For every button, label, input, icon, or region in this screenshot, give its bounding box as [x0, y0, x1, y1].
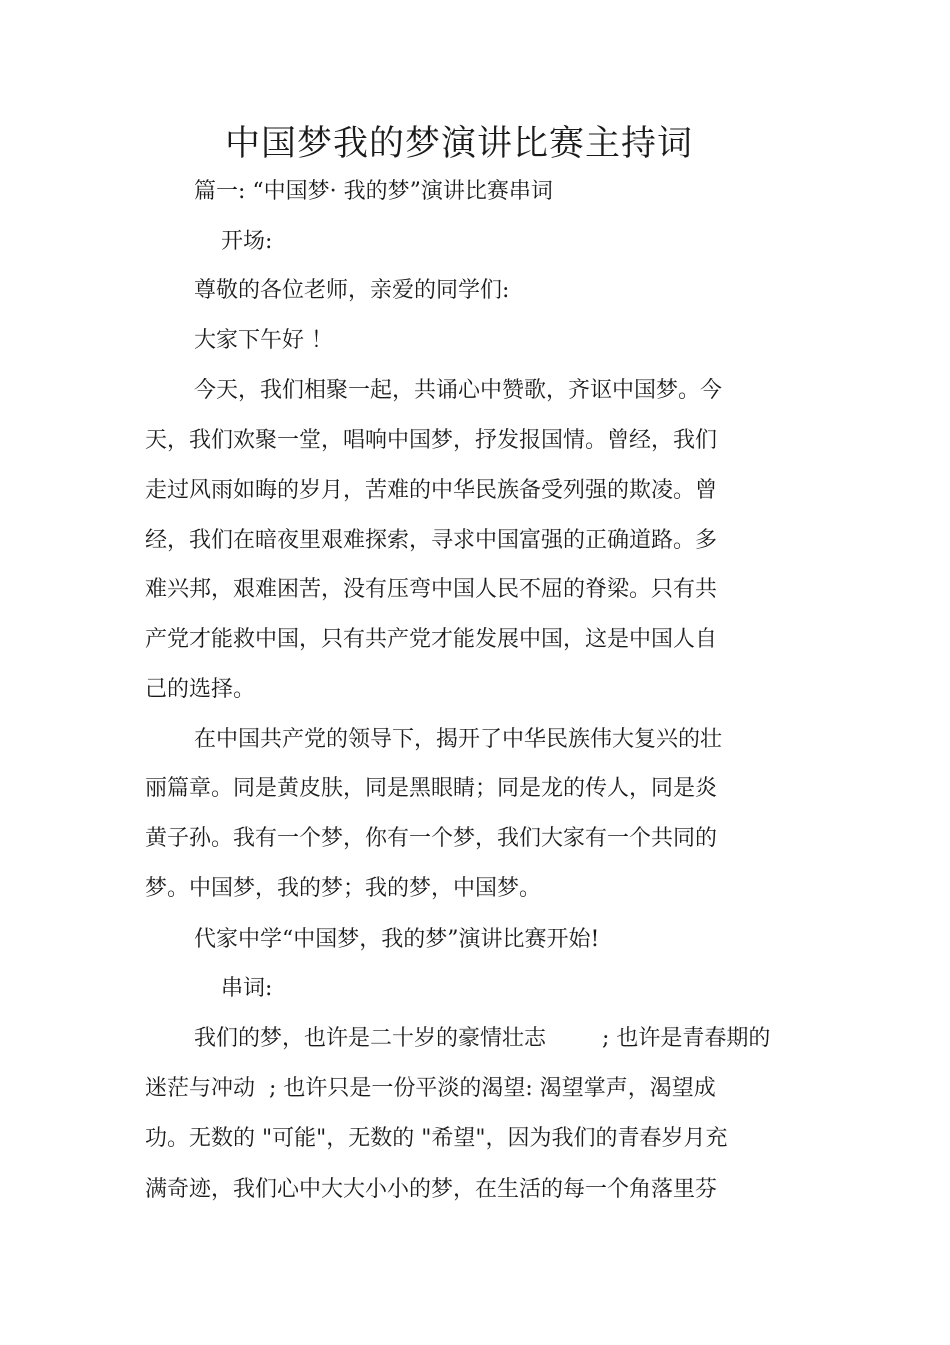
text-line: 大家下午好 ！	[194, 328, 333, 353]
text-line: 梦。中国梦，我的梦；我的梦，中国梦。	[145, 876, 542, 901]
text-line: 产党才能救中国，只有共产党才能发展中国，这是中国人自	[145, 627, 718, 652]
text-line: 丽篇章。同是黄皮肤，同是黑眼睛；同是龙的传人，同是炎	[145, 776, 718, 801]
text-line: 迷茫与冲动 ; 也许只是一份平淡的渴望: 渴望掌声，渴望成	[145, 1076, 716, 1101]
section-heading: 篇一: “中国梦· 我的梦”演讲比赛串词	[194, 179, 553, 204]
text-line: 经，我们在暗夜里艰难探索，寻求中国富强的正确道路。多	[145, 528, 718, 553]
text-line: 走过风雨如晦的岁月，苦难的中华民族备受列强的欺凌。曾	[145, 478, 718, 503]
text-line: 难兴邦，艰难困苦，没有压弯中国人民不屈的脊梁。只有共	[145, 577, 718, 602]
text-line: 天，我们欢聚一堂，唱响中国梦，抒发报国情。曾经，我们	[145, 428, 718, 453]
text-line: 代家中学“中国梦，我的梦”演讲比赛开始!	[194, 927, 600, 952]
section-label-opening: 开场:	[221, 229, 273, 254]
text-line: 己的选择。	[145, 677, 256, 702]
text-line: 尊敬的各位老师，亲爱的同学们:	[194, 278, 510, 303]
text-line: 黄子孙。我有一个梦，你有一个梦，我们大家有一个共同的	[145, 826, 718, 851]
section-label-interlude: 串词:	[221, 976, 273, 1001]
text-line: 满奇迹，我们心中大大小小的梦，在生活的每一个角落里芬	[145, 1177, 718, 1202]
text-line: 在中国共产党的领导下，揭开了中华民族伟大复兴的壮	[194, 727, 723, 752]
document-title: 中国梦我的梦演讲比赛主持词	[224, 124, 693, 164]
text-line: 我们的梦，也许是二十岁的豪情壮志 ; 也许是青春期的	[194, 1026, 771, 1051]
text-line: 功。无数的 "可能"，无数的 "希望"，因为我们的青春岁月充	[145, 1126, 728, 1151]
text-line: 今天，我们相聚一起，共诵心中赞歌，齐讴中国梦。今	[194, 378, 723, 403]
